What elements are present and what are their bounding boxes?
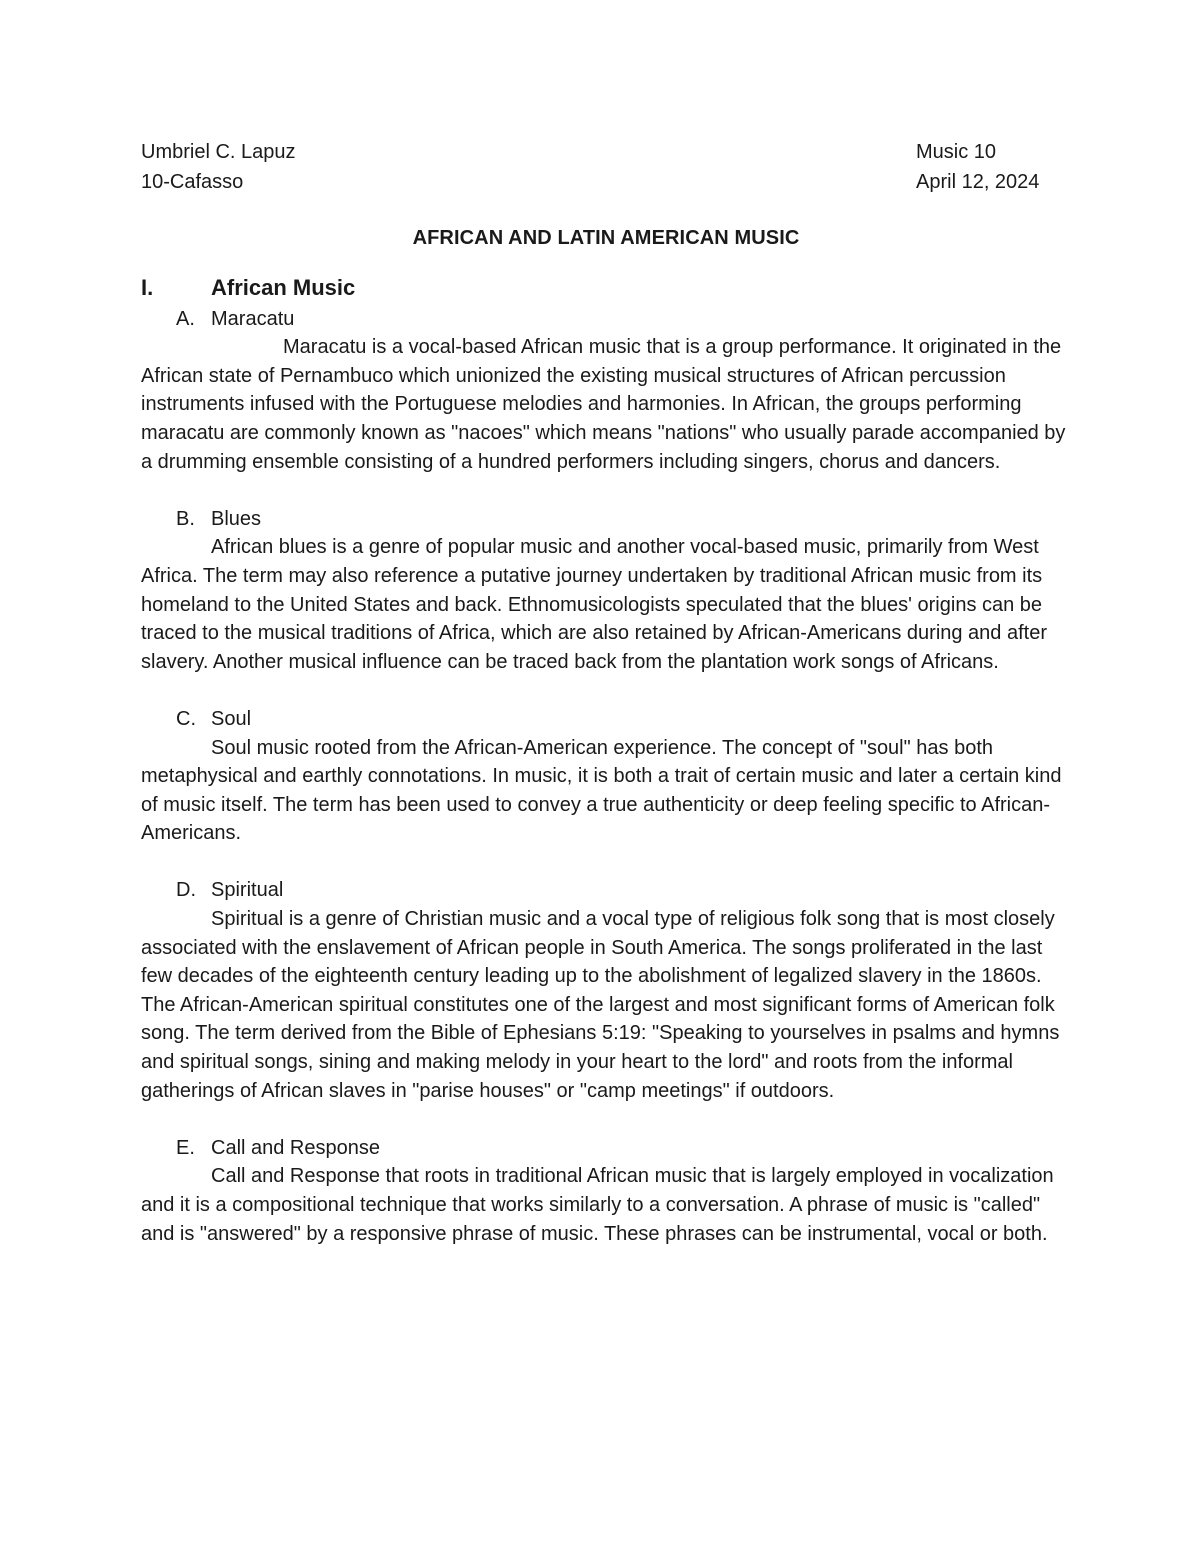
item-letter: E. [176,1136,195,1159]
header-row-2 [141,168,1071,198]
item-letter: D. [176,879,196,902]
item-call-and-response [141,1134,1071,1248]
item-paragraph: African blues is a genre of popular music and another vocal-based music, primarily from West Africa. The term may also reference a putative journey undertaken by traditional African music from its homeland to the United States and back. Ethnomusicologists speculated that the blues' origins can be traced to the musical traditions of Africa, which are also retained by African-Americans during and after slavery. Another musical influence can be traced back from the plantation work songs of Africans. [141,536,1048,673]
section-numeral: I. [141,274,154,300]
item-heading [141,705,1071,734]
item-title: Maracatu [211,307,295,330]
section-title: African Music [211,274,356,300]
item-title: Call and Response [211,1136,380,1159]
item-title: Soul [211,707,252,730]
item-letter: B. [176,507,195,530]
item-paragraph: Call and Response that roots in traditional African music that is largely employed in vocalization and it is a compositional technique that works similarly to a conversation. A phrase of music is "called" and is "answered" by a responsive phrase of music. These phrases can be instrumental, vocal or both. [141,1165,1054,1245]
item-spiritual [141,876,1071,1105]
item-title: Blues [211,507,262,530]
item-letter: A. [176,307,195,330]
item-blues [141,505,1071,677]
item-paragraph: Spiritual is a genre of Christian music and a vocal type of religious folk song that is most closely associated with the enslavement of African people in South America. The songs proliferated in the last few decades of the eighteenth century leading up to the abolishment of legalized slavery in the 1860s. The African-American spiritual constitutes one of the largest and most significant forms of American folk song. The term derived from the Bible of Ephesians 5:19: "Speaking to yourselves in psalms and hymns and spiritual songs, sining and making melody in your heart to the lord" and roots from the informal gatherings of African slaves in "parise houses" or "camp meetings" if outdoors. [141,908,1060,1102]
header-row-1 [141,138,1071,168]
item-heading [141,876,1071,905]
date: April 12, 2024 [916,170,1040,193]
item-heading [141,505,1071,534]
student-name: Umbriel C. Lapuz [141,141,296,163]
document-page [141,138,1071,1277]
item-maracatu [141,305,1071,477]
item-title: Spiritual [211,879,284,902]
subject: Music 10 [916,141,997,163]
document-title: AFRICAN AND LATIN AMERICAN MUSIC [412,227,800,249]
section-heading [141,273,1071,303]
item-soul [141,705,1071,848]
item-heading [141,305,1071,334]
item-paragraph: Maracatu is a vocal-based African music that is a group performance. It originated in the African state of Pernambuco which unionized the existing musical structures of African percussion instruments infused with the Portuguese melodies and harmonies. In African, the groups performing maracatu are commonly known as "nacoes" which means "nations" who usually parade accompanied by a drumming ensemble consisting of a hundred performers including singers, chorus and dancers. [141,336,1066,473]
item-paragraph: Soul music rooted from the African-American experience. The concept of "soul" has both metaphysical and earthly connotations. In music, it is both a trait of certain music and later a certain kind of music itself. The term has been used to convey a true authenticity or deep feeling specific to African-Americans. [141,736,1062,845]
item-letter: C. [176,707,196,730]
student-section: 10-Cafasso [141,170,244,193]
item-heading [141,1134,1071,1163]
